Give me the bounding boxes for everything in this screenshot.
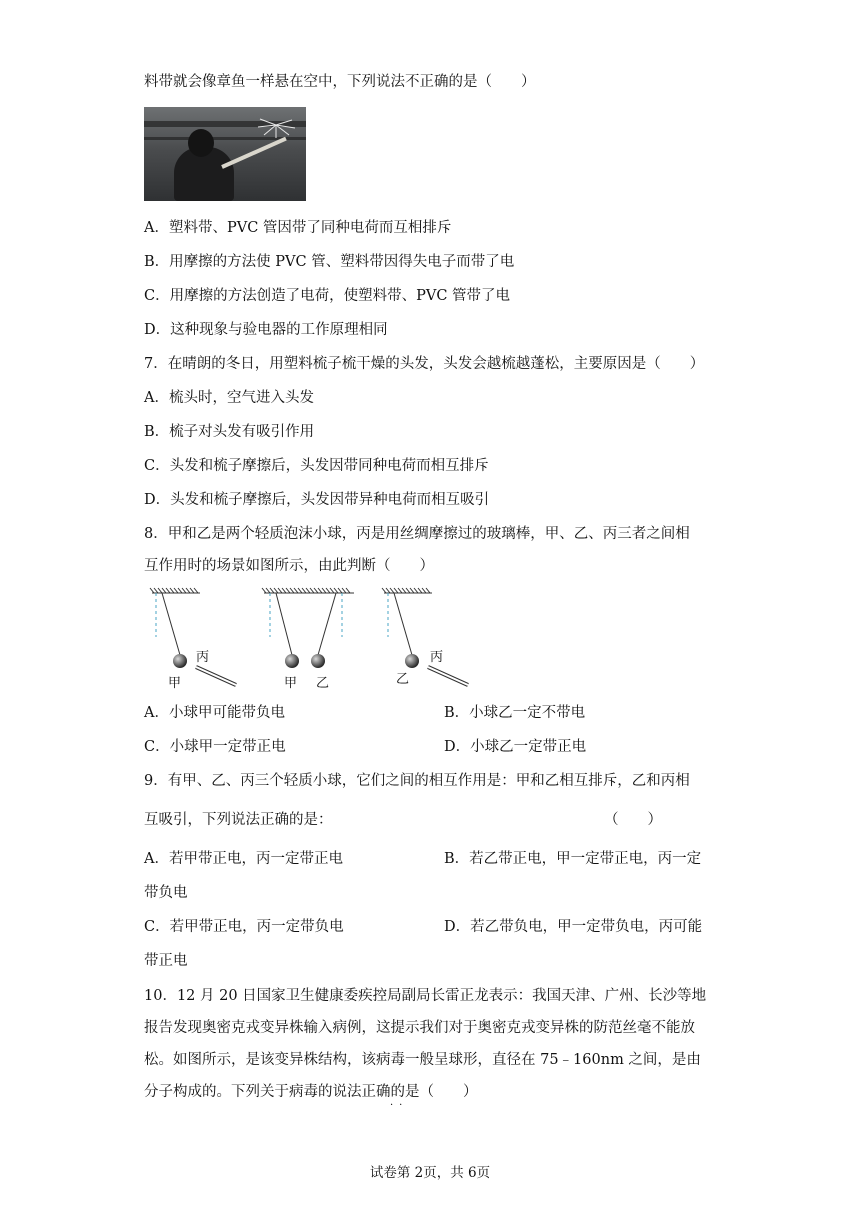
q8-figure bbox=[144, 585, 484, 695]
q9-stem-line1: 9．有甲、乙、丙三个轻质小球，它们之间的相互作用是：甲和乙相互排斥，乙和丙相 bbox=[144, 773, 690, 789]
ball-yi-3 bbox=[405, 654, 419, 668]
q9-option-d-line2: 带正电 bbox=[144, 953, 188, 969]
q8-option-a: A．小球甲可能带负电 bbox=[144, 705, 285, 721]
q9-answer-bracket: （ ） bbox=[604, 812, 662, 828]
q10-line3: 松。如图所示，是该变异株结构，该病毒一般呈球形，直径在 75﹣160nm 之间，是由 bbox=[144, 1052, 701, 1068]
q9-option-d-line1: D．若乙带负电，甲一定带负电，丙可能 bbox=[444, 919, 703, 935]
octopus-strips-graphic bbox=[256, 117, 296, 139]
q9-option-a: A．若甲带正电，丙一定带正电 bbox=[144, 851, 343, 867]
q7-option-d: D．头发和梳子摩擦后，头发因带异种电荷而相互吸引 bbox=[144, 492, 490, 508]
label-yi-2: 乙 bbox=[316, 676, 330, 691]
q6-option-a: A．塑料带、PVC 管因带了同种电荷而互相排斥 bbox=[144, 220, 452, 236]
q6-option-d: D．这种现象与验电器的工作原理相同 bbox=[144, 322, 388, 338]
q9-option-b-line1: B．若乙带正电，甲一定带正电，丙一定 bbox=[444, 851, 702, 867]
label-jia-2: 甲 bbox=[284, 676, 298, 691]
ball-jia-2 bbox=[285, 654, 299, 668]
octopus-photo bbox=[144, 107, 306, 201]
q8-option-b: B．小球乙一定不带电 bbox=[444, 705, 586, 721]
label-bing-3: 丙 bbox=[430, 650, 444, 665]
q9-option-c: C．若甲带正电，丙一定带负电 bbox=[144, 919, 344, 935]
q8-option-d: D．小球乙一定带正电 bbox=[444, 739, 587, 755]
label-bing-1: 丙 bbox=[196, 650, 210, 665]
emphasis-dots: ·· bbox=[390, 1100, 409, 1111]
label-jia-1: 甲 bbox=[168, 676, 182, 691]
ball-yi-2 bbox=[311, 654, 325, 668]
page-footer: 试卷第 2页，共 6页 bbox=[369, 1165, 491, 1181]
label-yi-3: 乙 bbox=[396, 672, 410, 687]
q6-stem: 料带就会像章鱼一样悬在空中，下列说法不正确的是（ ） bbox=[144, 74, 536, 90]
q8-stem-line2: 互作用时的场景如图所示，由此判断（ ） bbox=[144, 558, 434, 574]
q7-option-c: C．头发和梳子摩擦后，头发因带同种电荷而相互排斥 bbox=[144, 458, 489, 474]
q6-option-c: C．用摩擦的方法创造了电荷，使塑料带、PVC 管带了电 bbox=[144, 288, 511, 304]
q7-option-a: A．梳头时，空气进入头发 bbox=[144, 390, 314, 406]
q6-option-b: B．用摩擦的方法使 PVC 管、塑料带因得失电子而带了电 bbox=[144, 254, 515, 270]
q10-line2: 报告发现奥密克戎变异株输入病例，这提示我们对于奥密克戎变异株的防范丝毫不能放 bbox=[144, 1020, 695, 1036]
q9-stem-line2: 互吸引，下列说法正确的是： bbox=[144, 812, 333, 828]
q7-option-b: B．梳子对头发有吸引作用 bbox=[144, 424, 315, 440]
ball-jia-1 bbox=[173, 654, 187, 668]
q10-line4: 分子构成的。下列关于病毒的说法正确的是（ ） bbox=[144, 1084, 478, 1100]
q7-stem: 7．在晴朗的冬日，用塑料梳子梳干燥的头发，头发会越梳越蓬松，主要原因是（ ） bbox=[144, 356, 705, 372]
q8-option-c: C．小球甲一定带正电 bbox=[144, 739, 286, 755]
q10-line1: 10．12 月 20 日国家卫生健康委疾控局副局长雷正龙表示：我国天津、广州、长沙等地 bbox=[144, 988, 707, 1004]
q9-option-b-line2: 带负电 bbox=[144, 885, 188, 901]
q8-stem-line1: 8．甲和乙是两个轻质泡沫小球，丙是用丝绸摩擦过的玻璃棒，甲、乙、丙三者之间相 bbox=[144, 526, 690, 542]
